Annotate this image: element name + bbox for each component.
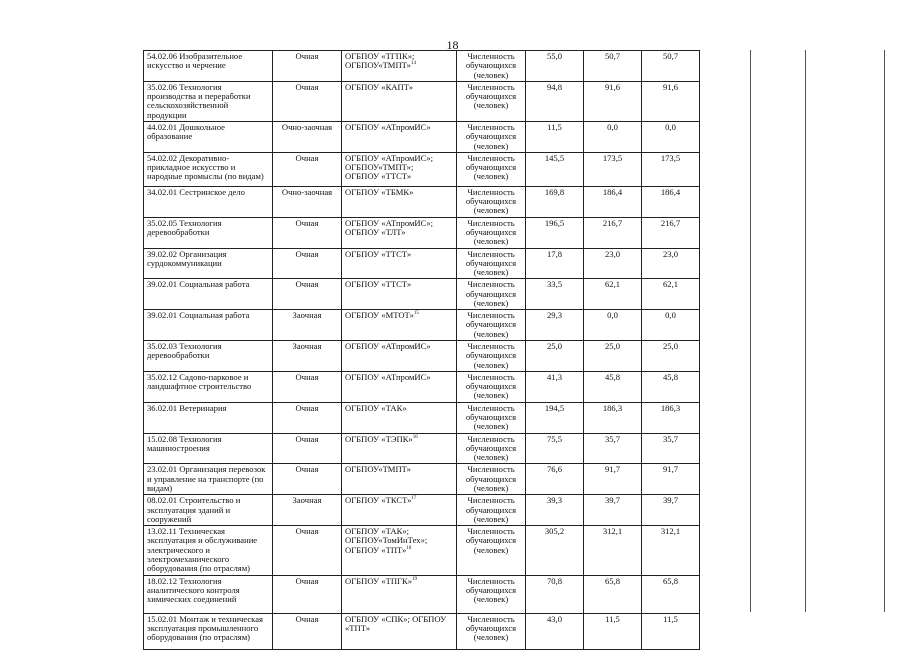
value-cell: 65,8 xyxy=(642,575,700,613)
table-row xyxy=(144,526,700,575)
education-form-cell: Очная xyxy=(273,433,342,464)
organization-text: ОГБПОУ «КАПТ» xyxy=(345,81,414,92)
education-form-cell: Очная xyxy=(273,613,342,649)
organization-cell xyxy=(342,310,457,341)
value-cell: 17,8 xyxy=(526,248,584,279)
value-cell: 25,0 xyxy=(584,341,642,372)
value-cell: 55,0 xyxy=(526,51,584,82)
table-row xyxy=(144,279,700,310)
specialty-cell: 35.02.05 Технология деревообработки xyxy=(144,217,273,248)
metric-cell: Численность обучающихся (человек) xyxy=(457,310,526,341)
education-form-cell: Очная xyxy=(273,51,342,82)
metric-cell: Численность обучающихся (человек) xyxy=(457,248,526,279)
value-cell: 35,7 xyxy=(584,433,642,464)
value-cell: 62,1 xyxy=(584,279,642,310)
table-row xyxy=(144,341,700,372)
value-cell: 23,0 xyxy=(642,248,700,279)
organization-text: ОГБПОУ «ТБМК» xyxy=(345,186,414,197)
value-cell: 305,2 xyxy=(526,526,584,575)
value-cell: 35,7 xyxy=(642,433,700,464)
footnote-ref: 17 xyxy=(411,496,417,502)
organization-text: ОГБПОУ «ТКСТ» xyxy=(345,495,412,506)
value-cell: 0,0 xyxy=(584,121,642,152)
table-row xyxy=(144,613,700,649)
value-cell: 11,5 xyxy=(642,613,700,649)
metric-cell: Численность обучающихся (человек) xyxy=(457,152,526,186)
specialty-cell: 35.02.12 Садово-парковое и ландшафтное строительство xyxy=(144,371,273,402)
table-row xyxy=(144,121,700,152)
table-row xyxy=(144,575,700,613)
value-cell: 11,5 xyxy=(526,121,584,152)
value-cell: 91,6 xyxy=(642,81,700,121)
value-cell: 91,6 xyxy=(584,81,642,121)
education-form-cell: Очная xyxy=(273,217,342,248)
organization-text: ОГБПОУ «ТПГК» xyxy=(345,575,413,586)
organization-text: ОГБПОУ «АТпромИС»; ОГБПОУ«ТМПТ»; ОГБПОУ «ТТСТ» xyxy=(345,152,434,182)
organization-text: ОГБПОУ «ТАК»; ОГБПОУ«ТомИнТех»; ОГБПОУ «ТПТ» xyxy=(345,526,428,555)
metric-cell: Численность обучающихся (человек) xyxy=(457,433,526,464)
value-cell: 41,3 xyxy=(526,371,584,402)
table-row xyxy=(144,152,700,186)
value-cell: 25,0 xyxy=(526,341,584,372)
organization-text: ОГБПОУ «АТпромИС» xyxy=(345,341,431,352)
metric-cell: Численность обучающихся (человек) xyxy=(457,526,526,575)
education-form-cell: Очная xyxy=(273,402,342,433)
value-cell: 0,0 xyxy=(642,121,700,152)
education-form-cell: Очная xyxy=(273,279,342,310)
value-cell: 186,3 xyxy=(642,402,700,433)
value-cell: 173,5 xyxy=(642,152,700,186)
metric-cell: Численность обучающихся (человек) xyxy=(457,402,526,433)
organization-cell xyxy=(342,217,457,248)
metric-cell: Численность обучающихся (человек) xyxy=(457,186,526,217)
specialty-cell: 13.02.11 Техническая эксплуатация и обслуживание электрического и электромеханического оборудования (по отраслям) xyxy=(144,526,273,575)
specialty-cell: 36.02.01 Ветеринария xyxy=(144,402,273,433)
footnote-ref: 16 xyxy=(412,434,418,440)
specialty-cell: 44.02.01 Дошкольное образование xyxy=(144,121,273,152)
table-row xyxy=(144,81,700,121)
data-table xyxy=(143,50,700,650)
value-cell: 25,0 xyxy=(642,341,700,372)
value-cell: 94,8 xyxy=(526,81,584,121)
footnote-ref: 18 xyxy=(406,545,412,551)
value-cell: 194,5 xyxy=(526,402,584,433)
value-cell: 11,5 xyxy=(584,613,642,649)
education-form-cell: Очная xyxy=(273,464,342,495)
specialty-cell: 23.02.01 Организация перевозок и управление на транспорте (по видам) xyxy=(144,464,273,495)
education-form-cell: Очно-заочная xyxy=(273,186,342,217)
table-body xyxy=(144,51,700,650)
value-cell: 216,7 xyxy=(584,217,642,248)
value-cell: 0,0 xyxy=(642,310,700,341)
value-cell: 23,0 xyxy=(584,248,642,279)
value-cell: 43,0 xyxy=(526,613,584,649)
value-cell: 50,7 xyxy=(642,51,700,82)
organization-cell xyxy=(342,575,457,613)
organization-cell xyxy=(342,186,457,217)
education-form-cell: Очная xyxy=(273,371,342,402)
vertical-rule xyxy=(884,50,885,612)
value-cell: 29,3 xyxy=(526,310,584,341)
value-cell: 75,5 xyxy=(526,433,584,464)
table-row xyxy=(144,402,700,433)
organization-cell xyxy=(342,341,457,372)
value-cell: 33,5 xyxy=(526,279,584,310)
metric-cell: Численность обучающихся (человек) xyxy=(457,495,526,526)
organization-cell xyxy=(342,371,457,402)
organization-cell xyxy=(342,121,457,152)
value-cell: 196,5 xyxy=(526,217,584,248)
organization-text: ОГБПОУ «АТпромИС» xyxy=(345,121,431,132)
organization-text: ОГБПОУ «ТЭПК» xyxy=(345,433,413,444)
value-cell: 70,8 xyxy=(526,575,584,613)
value-cell: 312,1 xyxy=(584,526,642,575)
table-row xyxy=(144,186,700,217)
value-cell: 91,7 xyxy=(642,464,700,495)
organization-cell xyxy=(342,433,457,464)
specialty-cell: 35.02.03 Технология деревообработки xyxy=(144,341,273,372)
specialty-cell: 15.02.01 Монтаж и техническая эксплуатация промышленного оборудования (по отраслям) xyxy=(144,613,273,649)
organization-text: ОГБПОУ «ТГПК»; ОГБПОУ«ТМПТ» xyxy=(345,51,415,71)
vertical-rule xyxy=(805,50,806,612)
value-cell: 45,8 xyxy=(584,371,642,402)
metric-cell: Численность обучающихся (человек) xyxy=(457,371,526,402)
education-form-cell: Заочная xyxy=(273,495,342,526)
table-row xyxy=(144,217,700,248)
value-cell: 186,3 xyxy=(584,402,642,433)
education-form-cell: Очная xyxy=(273,152,342,186)
vertical-rule xyxy=(750,50,751,612)
education-form-cell: Очная xyxy=(273,575,342,613)
organization-text: ОГБПОУ«ТМПТ» xyxy=(345,464,411,475)
organization-cell xyxy=(342,526,457,575)
metric-cell: Численность обучающихся (человек) xyxy=(457,81,526,121)
metric-cell: Численность обучающихся (человек) xyxy=(457,279,526,310)
organization-text: ОГБПОУ «ТТСТ» xyxy=(345,248,412,259)
specialty-cell: 39.02.01 Социальная работа xyxy=(144,310,273,341)
value-cell: 45,8 xyxy=(642,371,700,402)
footnote-ref: 15 xyxy=(413,311,419,317)
table-row xyxy=(144,464,700,495)
organization-cell xyxy=(342,51,457,82)
table-row xyxy=(144,371,700,402)
organization-cell xyxy=(342,402,457,433)
value-cell: 186,4 xyxy=(642,186,700,217)
value-cell: 186,4 xyxy=(584,186,642,217)
value-cell: 169,8 xyxy=(526,186,584,217)
metric-cell: Численность обучающихся (человек) xyxy=(457,341,526,372)
table-row xyxy=(144,248,700,279)
organization-cell xyxy=(342,613,457,649)
specialty-cell: 39.02.01 Социальная работа xyxy=(144,279,273,310)
value-cell: 62,1 xyxy=(642,279,700,310)
table-row xyxy=(144,433,700,464)
education-form-cell: Заочная xyxy=(273,310,342,341)
table-row xyxy=(144,310,700,341)
education-form-cell: Очная xyxy=(273,526,342,575)
value-cell: 91,7 xyxy=(584,464,642,495)
value-cell: 65,8 xyxy=(584,575,642,613)
organization-cell xyxy=(342,152,457,186)
value-cell: 145,5 xyxy=(526,152,584,186)
organization-cell xyxy=(342,464,457,495)
education-form-cell: Очно-заочная xyxy=(273,121,342,152)
education-form-cell: Заочная xyxy=(273,341,342,372)
value-cell: 0,0 xyxy=(584,310,642,341)
specialty-cell: 34.02.01 Сестринское дело xyxy=(144,186,273,217)
organization-text: ОГБПОУ «АТпромИС» xyxy=(345,371,431,382)
organization-text: ОГБПОУ «АТпромИС»; ОГБПОУ «ТЛТ» xyxy=(345,217,434,237)
metric-cell: Численность обучающихся (человек) xyxy=(457,613,526,649)
value-cell: 39,7 xyxy=(642,495,700,526)
organization-cell xyxy=(342,495,457,526)
specialty-cell: 18.02.12 Технология аналитического контроля химических соединений xyxy=(144,575,273,613)
value-cell: 39,7 xyxy=(584,495,642,526)
organization-cell xyxy=(342,279,457,310)
education-form-cell: Очная xyxy=(273,81,342,121)
footnote-ref: 14 xyxy=(410,61,416,67)
metric-cell: Численность обучающихся (человек) xyxy=(457,121,526,152)
education-form-cell: Очная xyxy=(273,248,342,279)
metric-cell: Численность обучающихся (человек) xyxy=(457,575,526,613)
value-cell: 76,6 xyxy=(526,464,584,495)
footnote-ref: 19 xyxy=(412,576,418,582)
value-cell: 216,7 xyxy=(642,217,700,248)
specialty-cell: 08.02.01 Строительство и эксплуатация зданий и сооружений xyxy=(144,495,273,526)
table-row xyxy=(144,51,700,82)
organization-text: ОГБПОУ «ТТСТ» xyxy=(345,279,412,290)
value-cell: 50,7 xyxy=(584,51,642,82)
specialty-cell: 15.02.08 Технология машиностроения xyxy=(144,433,273,464)
value-cell: 173,5 xyxy=(584,152,642,186)
page-number: 18 xyxy=(446,38,459,52)
metric-cell: Численность обучающихся (человек) xyxy=(457,464,526,495)
metric-cell: Численность обучающихся (человек) xyxy=(457,217,526,248)
organization-cell xyxy=(342,81,457,121)
metric-cell: Численность обучающихся (человек) xyxy=(457,51,526,82)
organization-text: ОГБПОУ «СПК»; ОГБПОУ «ТПТ» xyxy=(345,613,447,633)
value-cell: 312,1 xyxy=(642,526,700,575)
specialty-cell: 35.02.06 Технология производства и переработки сельскохозяйственной продукции xyxy=(144,81,273,121)
organization-text: ОГБПОУ «ТАК» xyxy=(345,402,407,413)
table-row xyxy=(144,495,700,526)
specialty-cell: 54.02.06 Изобразительное искусство и черчение xyxy=(144,51,273,82)
specialty-cell: 39.02.02 Организация сурдокоммуникации xyxy=(144,248,273,279)
value-cell: 39,3 xyxy=(526,495,584,526)
organization-cell xyxy=(342,248,457,279)
specialty-cell: 54.02.02 Декоративно-прикладное искусство и народные промыслы (по видам) xyxy=(144,152,273,186)
organization-text: ОГБПОУ «МТОТ» xyxy=(345,310,414,321)
